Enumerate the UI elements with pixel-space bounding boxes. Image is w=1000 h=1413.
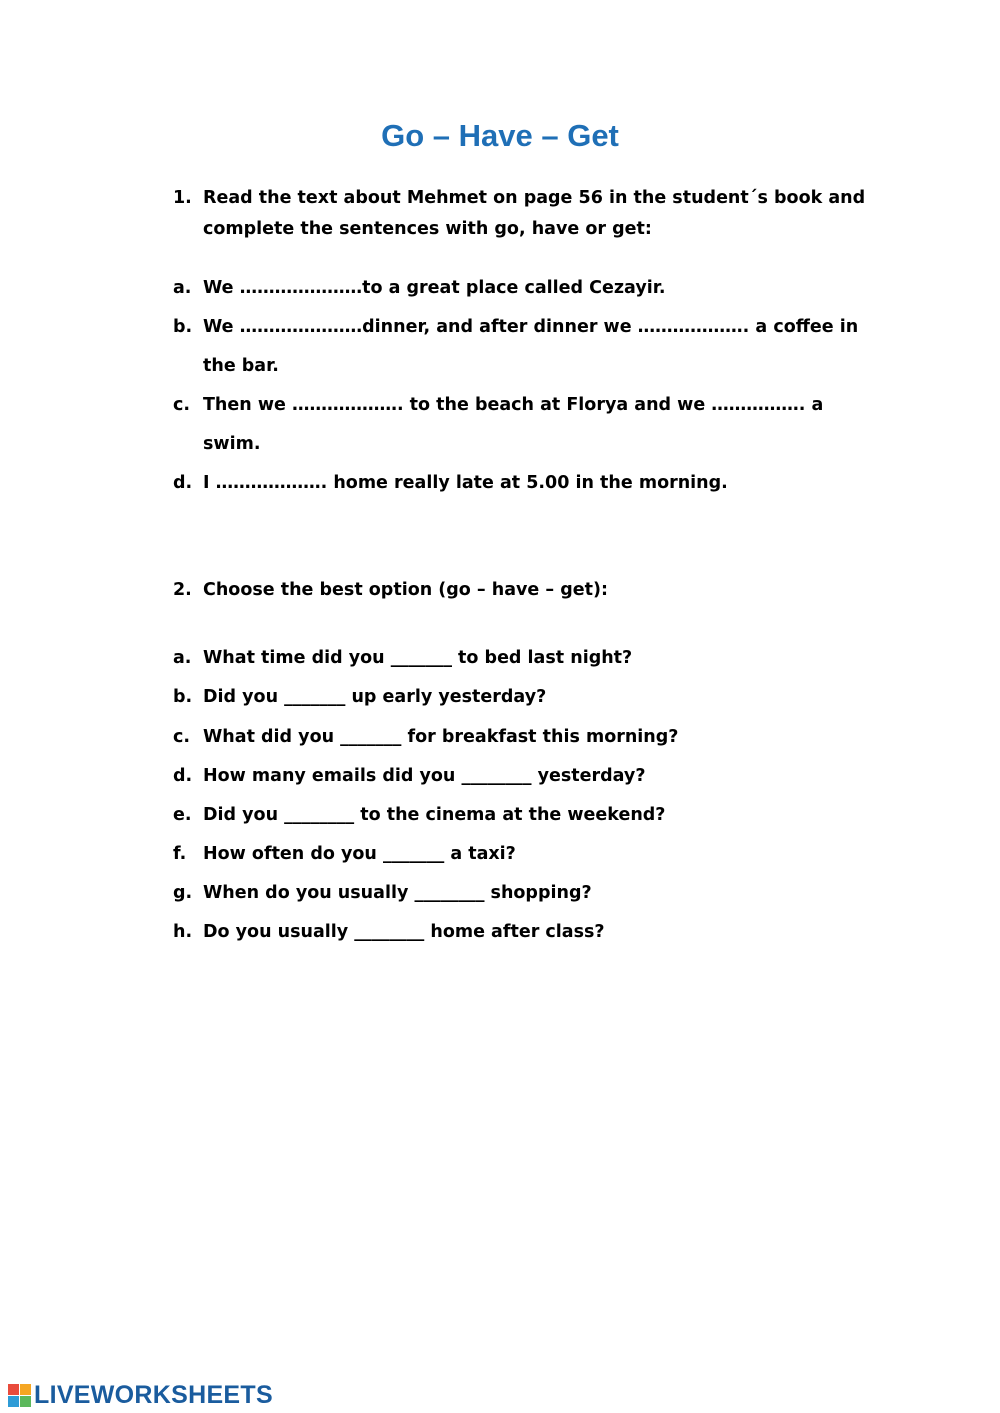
question-instruction: Choose the best option (go – have – get): — [203, 580, 608, 600]
page-title: Go – Have – Get — [381, 118, 619, 153]
item-letter: h. — [173, 922, 193, 942]
item-text: How many emails did you ________ yesterday? — [203, 766, 646, 786]
question-instruction: Read the text about Mehmet on page 56 in the student´s book and complete the sentences with go, have or get: — [203, 188, 866, 239]
logo-square — [20, 1384, 31, 1395]
item-text: How often do you _______ a taxi? — [203, 844, 516, 864]
item-text: Do you usually ________ home after class? — [203, 922, 605, 942]
logo-square — [20, 1396, 31, 1407]
item-text: What time did you _______ to bed last night? — [203, 648, 633, 668]
list-item — [173, 796, 873, 835]
list-item — [173, 874, 873, 913]
list-item — [173, 464, 873, 503]
logo-square — [8, 1396, 19, 1407]
liveworksheets-logo-icon — [8, 1384, 31, 1407]
item-letter: c. — [173, 727, 191, 747]
list-item — [173, 835, 873, 874]
item-letter: b. — [173, 317, 193, 337]
item-text: We …………………to a great place called Cezayir. — [203, 278, 666, 298]
item-letter: a. — [173, 648, 192, 668]
item-letter: b. — [173, 687, 193, 707]
item-text: Then we ………………. to the beach at Florya and we ……………. a swim. — [203, 395, 824, 454]
list-item — [173, 308, 873, 386]
item-text: We …………………dinner, and after dinner we ………………. a coffee in the bar. — [203, 317, 859, 376]
list-item — [173, 386, 873, 464]
item-text: What did you _______ for breakfast this morning? — [203, 727, 679, 747]
question-1 — [173, 183, 873, 245]
question-number: 2. — [173, 580, 192, 600]
list-item — [173, 639, 873, 678]
list-item — [173, 757, 873, 796]
item-letter: g. — [173, 883, 193, 903]
item-letter: d. — [173, 473, 193, 493]
brand-name: LIVEWORKSHEETS — [34, 1380, 273, 1409]
question-2 — [173, 575, 873, 606]
item-text: When do you usually ________ shopping? — [203, 883, 592, 903]
brand-footer — [8, 1380, 273, 1410]
list-item — [173, 678, 873, 717]
item-text: Did you _______ up early yesterday? — [203, 687, 547, 707]
list-item — [173, 913, 873, 952]
item-letter: d. — [173, 766, 193, 786]
list-item — [173, 718, 873, 757]
item-letter: e. — [173, 805, 192, 825]
list-item — [173, 269, 873, 308]
item-letter: c. — [173, 395, 191, 415]
item-text: I ………………. home really late at 5.00 in the morning. — [203, 473, 728, 493]
logo-square — [8, 1384, 19, 1395]
item-letter: a. — [173, 278, 192, 298]
question-number: 1. — [173, 188, 192, 208]
item-text: Did you ________ to the cinema at the weekend? — [203, 805, 666, 825]
item-letter: f. — [173, 844, 187, 864]
